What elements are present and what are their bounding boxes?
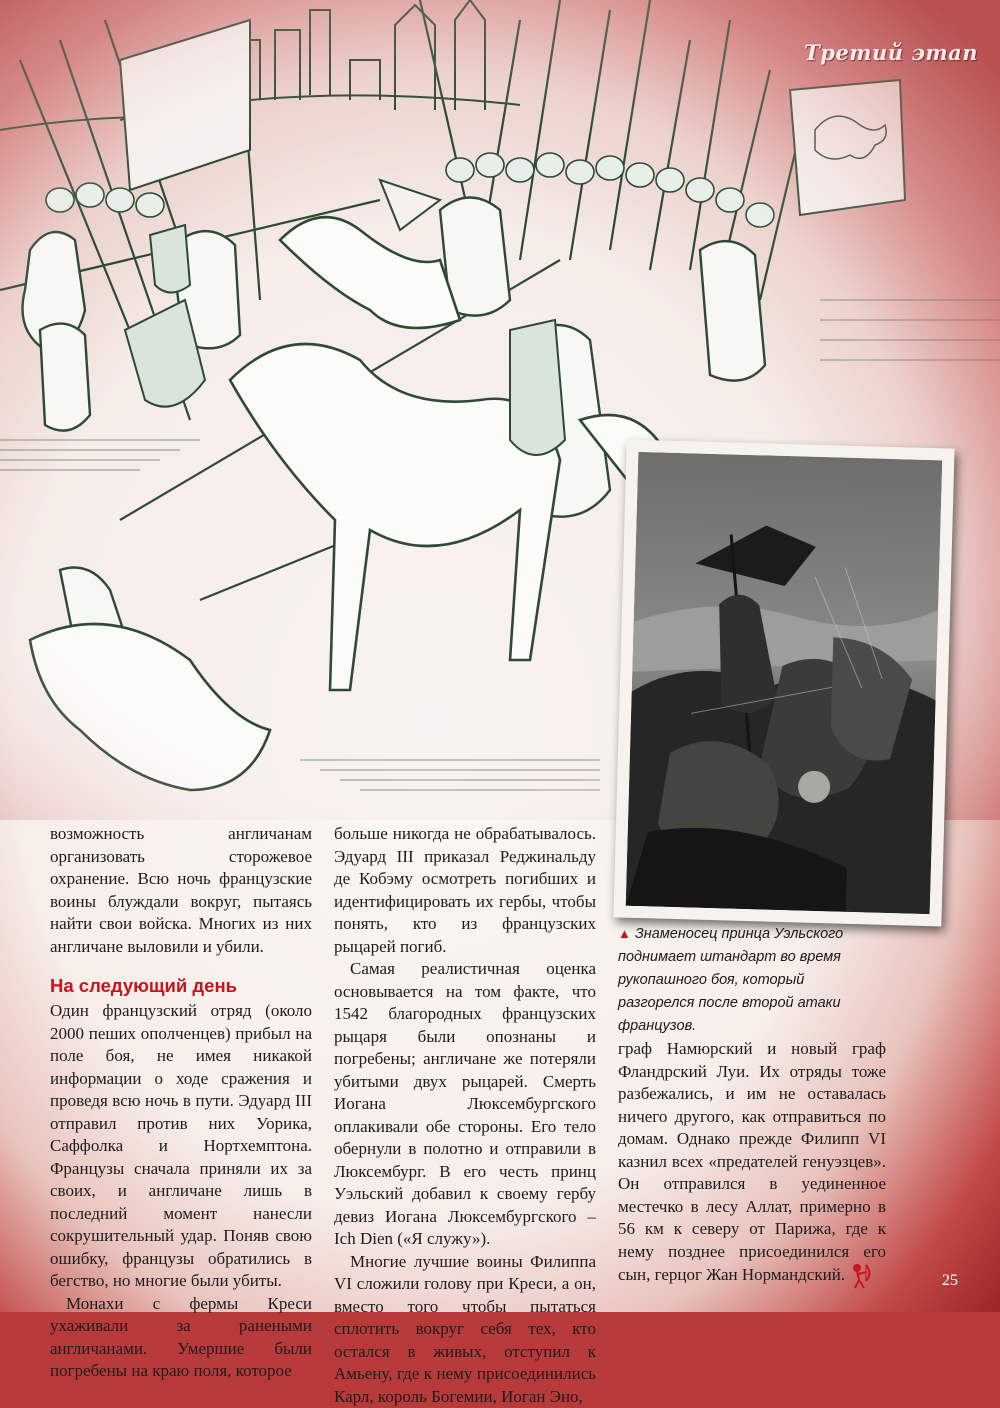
inset-photo <box>613 440 954 927</box>
article-column-1 <box>50 823 312 1383</box>
section-label: Третий этап <box>804 40 978 65</box>
page-number: 25 <box>942 1272 958 1290</box>
paragraph-text: граф Намюрский и новый граф Фландрский Луи. Их отряды тоже разбежались, и им не оставалась ничего другого, как отправиться по домам. Однако прежде Филипп VI казнил всех «предателей генуэзцев». Он отправился в уединенное местечко в лесу Аллат, примерно в 56 км к северу от Парижа, где к нему позднее присоединился его сын, герцог Жан Нормандский. <box>618 1039 886 1284</box>
battle-photo-image <box>626 452 943 914</box>
caption-triangle-icon: ▲ <box>618 926 631 941</box>
photo-caption-text: Знаменосец принца Уэльского поднимает штандарт во время рукопашного боя, который разгорелся после второй атаки французов. <box>618 926 843 1034</box>
article-column-2 <box>334 823 596 1408</box>
paragraph: Один французский отряд (около 2000 пеших ополченцев) прибыл на поле боя, не имея никакой информации о ходе сражения и проведя всю ночь в пути. Эдуард III отправил против них Уорика, Саффолка и Нортхемптона. Французы сначала приняли их за своих, и англичане лишь в последний момент нанесли сокрушительный удар. Поняв свою ошибку, французы обратились в бегство, но многие были убиты. <box>50 1000 312 1293</box>
photo-caption <box>618 922 858 1038</box>
paragraph: Многие лучшие воины Филиппа VI сложили голову при Креси, а он, вместо того чтобы пытаться сплотить вокруг себя тех, кто остался в живых, отступил к Амьену, где к нему присоединились Карл, король Богемии, Иоган Эно, <box>334 1251 596 1408</box>
article-column-3 <box>618 1038 886 1289</box>
paragraph <box>618 1038 886 1289</box>
paragraph: больше никогда не обрабатывалось. Эдуард III приказал Реджинальду де Кобэму осмотреть погибших и идентифицировать их гербы, чтобы понять, кто из французских рыцарей погиб. <box>334 823 596 958</box>
subheading: На следующий день <box>50 974 312 998</box>
paragraph: Самая реалистичная оценка основывается на том факте, что 1542 благородных французских рыцаря были опознаны и погребены; англичане же потеряли убитыми двух рыцарей. Смерть Иогана Люксембургского оплакивали обе стороны. Его тело обернули в полотно и отправили в Люксембург. В его честь принц Уэльский добавил к своему гербу девиз Иогана Люксембургского – Ich Dien («Я служу»). <box>334 958 596 1251</box>
paragraph: возможность англичанам организовать сторожевое охранение. Всю ночь французские воины блуждали вокруг, пытаясь найти свои войска. Многих из них англичане выловили и убили. <box>50 823 312 958</box>
archer-end-icon <box>849 1263 875 1289</box>
paragraph: Монахи с фермы Креси ухаживали за ранеными англичанами. Умершие были погребены на краю поля, которое <box>50 1293 312 1383</box>
